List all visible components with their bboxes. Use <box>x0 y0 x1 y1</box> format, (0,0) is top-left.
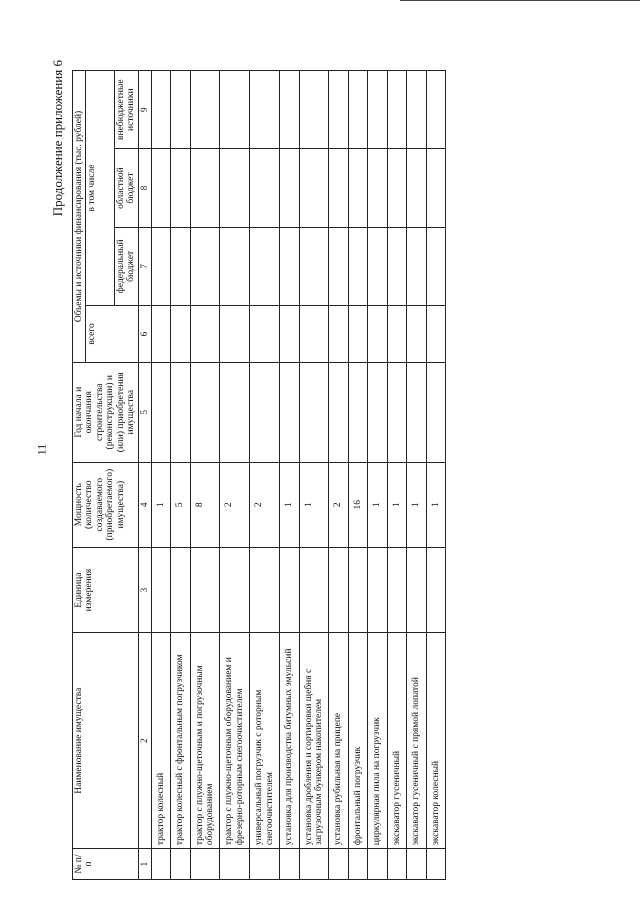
row-empty-cell <box>387 362 406 462</box>
row-empty-cell <box>190 149 220 227</box>
row-empty-cell <box>368 71 387 149</box>
row-empty-cell <box>151 149 170 227</box>
row-empty-cell <box>151 547 170 632</box>
row-empty-cell <box>299 547 329 632</box>
row-empty-cell <box>329 227 348 305</box>
colnum: 7 <box>138 227 151 305</box>
row-empty-cell <box>171 547 190 632</box>
colnum: 9 <box>138 71 151 149</box>
row-empty-cell <box>387 305 406 362</box>
row-empty-cell <box>426 362 445 462</box>
colnum: 1 <box>138 849 151 880</box>
row-qty: 1 <box>151 462 170 547</box>
row-name: трактор колесный с фронтальным погрузчиком <box>171 633 190 849</box>
row-empty-cell <box>299 305 329 362</box>
column-number-row <box>138 71 151 880</box>
row-empty-cell <box>348 149 367 227</box>
table-row <box>171 71 190 880</box>
row-empty-cell <box>220 305 250 362</box>
row-empty-cell <box>329 71 348 149</box>
row-empty-cell <box>407 71 426 149</box>
row-empty-cell <box>171 149 190 227</box>
row-empty-cell <box>280 849 299 880</box>
row-qty: 1 <box>299 462 329 547</box>
table-row <box>151 71 170 880</box>
row-empty-cell <box>426 149 445 227</box>
header-unit: Единица измерения <box>73 547 139 632</box>
table-row <box>426 71 445 880</box>
table-body <box>151 71 445 880</box>
row-empty-cell <box>329 305 348 362</box>
row-qty: 2 <box>250 462 280 547</box>
row-empty-cell <box>299 71 329 149</box>
row-empty-cell <box>407 227 426 305</box>
row-empty-cell <box>250 227 280 305</box>
row-empty-cell <box>368 362 387 462</box>
row-empty-cell <box>280 305 299 362</box>
row-empty-cell <box>368 849 387 880</box>
row-qty: 2 <box>329 462 348 547</box>
row-empty-cell <box>407 305 426 362</box>
row-empty-cell <box>220 849 250 880</box>
row-empty-cell <box>368 547 387 632</box>
header-funding-group: Объемы и источники финансирования (тыс. рублей) <box>73 71 86 363</box>
row-empty-cell <box>426 305 445 362</box>
row-empty-cell <box>299 227 329 305</box>
row-name: универсальный погрузчик с роторным снегоочистителем <box>250 633 280 849</box>
header-num: № п/п <box>73 849 139 880</box>
header-extra: внебюджетные источники <box>114 71 138 149</box>
row-empty-cell <box>171 227 190 305</box>
row-empty-cell <box>171 849 190 880</box>
row-empty-cell <box>368 149 387 227</box>
row-empty-cell <box>348 71 367 149</box>
row-empty-cell <box>348 547 367 632</box>
row-empty-cell <box>280 227 299 305</box>
row-name: экскаватор гусеничный <box>387 633 406 849</box>
colnum: 6 <box>138 305 151 362</box>
table-row <box>220 71 250 880</box>
row-empty-cell <box>426 71 445 149</box>
header-federal: федеральный бюджет <box>114 227 138 305</box>
header-name: Наименование имущества <box>73 633 139 849</box>
row-qty: 2 <box>220 462 250 547</box>
row-qty: 8 <box>190 462 220 547</box>
row-empty-cell <box>299 849 329 880</box>
row-qty: 1 <box>368 462 387 547</box>
row-empty-cell <box>387 71 406 149</box>
row-empty-cell <box>329 849 348 880</box>
row-name: трактор с плужно-щеточным оборудованием и фрезерно-роторным снегоочистителем <box>220 633 250 849</box>
table-row <box>280 71 299 880</box>
row-name: трактор колесный <box>151 633 170 849</box>
row-empty-cell <box>329 362 348 462</box>
row-empty-cell <box>368 305 387 362</box>
colnum: 8 <box>138 149 151 227</box>
row-empty-cell <box>220 227 250 305</box>
row-empty-cell <box>190 547 220 632</box>
row-empty-cell <box>280 71 299 149</box>
row-name: фронтальный погрузчик <box>348 633 367 849</box>
row-empty-cell <box>151 71 170 149</box>
row-empty-cell <box>220 362 250 462</box>
row-empty-cell <box>250 547 280 632</box>
row-empty-cell <box>280 547 299 632</box>
colnum: 5 <box>138 362 151 462</box>
row-empty-cell <box>220 71 250 149</box>
row-empty-cell <box>250 71 280 149</box>
header-incl: в том числе <box>86 71 114 306</box>
row-empty-cell <box>190 71 220 149</box>
row-qty: 1 <box>387 462 406 547</box>
row-empty-cell <box>151 227 170 305</box>
colnum: 3 <box>138 547 151 632</box>
table-row <box>329 71 348 880</box>
row-empty-cell <box>329 547 348 632</box>
row-name: установка дробления и сортировки щебня с загрузочным бункером накопителем <box>299 633 329 849</box>
row-name: экскаватор колесный <box>426 633 445 849</box>
row-qty: 1 <box>280 462 299 547</box>
row-empty-cell <box>387 227 406 305</box>
row-empty-cell <box>250 362 280 462</box>
row-empty-cell <box>407 362 426 462</box>
header-capacity: Мощность (количество создаваемого (приобретаемого) имущества) <box>73 462 139 547</box>
row-empty-cell <box>348 362 367 462</box>
table-row <box>250 71 280 880</box>
colnum: 4 <box>138 462 151 547</box>
table-row <box>299 71 329 880</box>
row-name: трактор с плужно-щеточным и погрузочным оборудованием <box>190 633 220 849</box>
row-empty-cell <box>426 227 445 305</box>
row-empty-cell <box>190 305 220 362</box>
table-row <box>348 71 367 880</box>
table-row <box>368 71 387 880</box>
row-name: установка для производства битумных эмульсий <box>280 633 299 849</box>
row-empty-cell <box>280 149 299 227</box>
row-empty-cell <box>368 227 387 305</box>
table-row <box>407 71 426 880</box>
row-name: циркулярная пила на погрузчик <box>368 633 387 849</box>
header-years: Год начала и окончания строительства (реконструкции) и (или) приобретения имущества <box>73 362 139 462</box>
rotated-document <box>50 60 625 880</box>
row-empty-cell <box>171 71 190 149</box>
row-empty-cell <box>250 849 280 880</box>
row-empty-cell <box>151 362 170 462</box>
row-empty-cell <box>171 362 190 462</box>
row-empty-cell <box>190 362 220 462</box>
row-name: установка рубильная на прицепе <box>329 633 348 849</box>
row-qty: 16 <box>348 462 367 547</box>
header-total: всего <box>86 305 138 362</box>
row-empty-cell <box>171 305 190 362</box>
row-qty: 1 <box>426 462 445 547</box>
row-qty: 1 <box>407 462 426 547</box>
row-empty-cell <box>151 305 170 362</box>
table-row <box>190 71 220 880</box>
row-empty-cell <box>426 849 445 880</box>
top-right-rule <box>400 0 640 1</box>
row-empty-cell <box>387 547 406 632</box>
table-row <box>387 71 406 880</box>
row-qty: 5 <box>171 462 190 547</box>
row-empty-cell <box>250 149 280 227</box>
row-empty-cell <box>407 849 426 880</box>
row-empty-cell <box>348 227 367 305</box>
row-empty-cell <box>250 305 280 362</box>
continuation-title: Продолжение приложения 6 <box>50 60 65 217</box>
row-empty-cell <box>220 149 250 227</box>
row-empty-cell <box>426 547 445 632</box>
row-empty-cell <box>348 305 367 362</box>
page-number: 11 <box>34 443 49 456</box>
row-empty-cell <box>387 149 406 227</box>
row-empty-cell <box>329 149 348 227</box>
row-empty-cell <box>299 149 329 227</box>
row-empty-cell <box>299 362 329 462</box>
row-empty-cell <box>407 149 426 227</box>
row-name: экскаватор гусеничный с прямой лопатой <box>407 633 426 849</box>
row-empty-cell <box>151 849 170 880</box>
property-table <box>72 70 446 880</box>
row-empty-cell <box>348 849 367 880</box>
row-empty-cell <box>220 547 250 632</box>
colnum: 2 <box>138 633 151 849</box>
header-row-1 <box>73 71 86 880</box>
row-empty-cell <box>280 362 299 462</box>
row-empty-cell <box>387 849 406 880</box>
row-empty-cell <box>190 849 220 880</box>
row-empty-cell <box>190 227 220 305</box>
header-regional: областной бюджет <box>114 149 138 227</box>
row-empty-cell <box>407 547 426 632</box>
